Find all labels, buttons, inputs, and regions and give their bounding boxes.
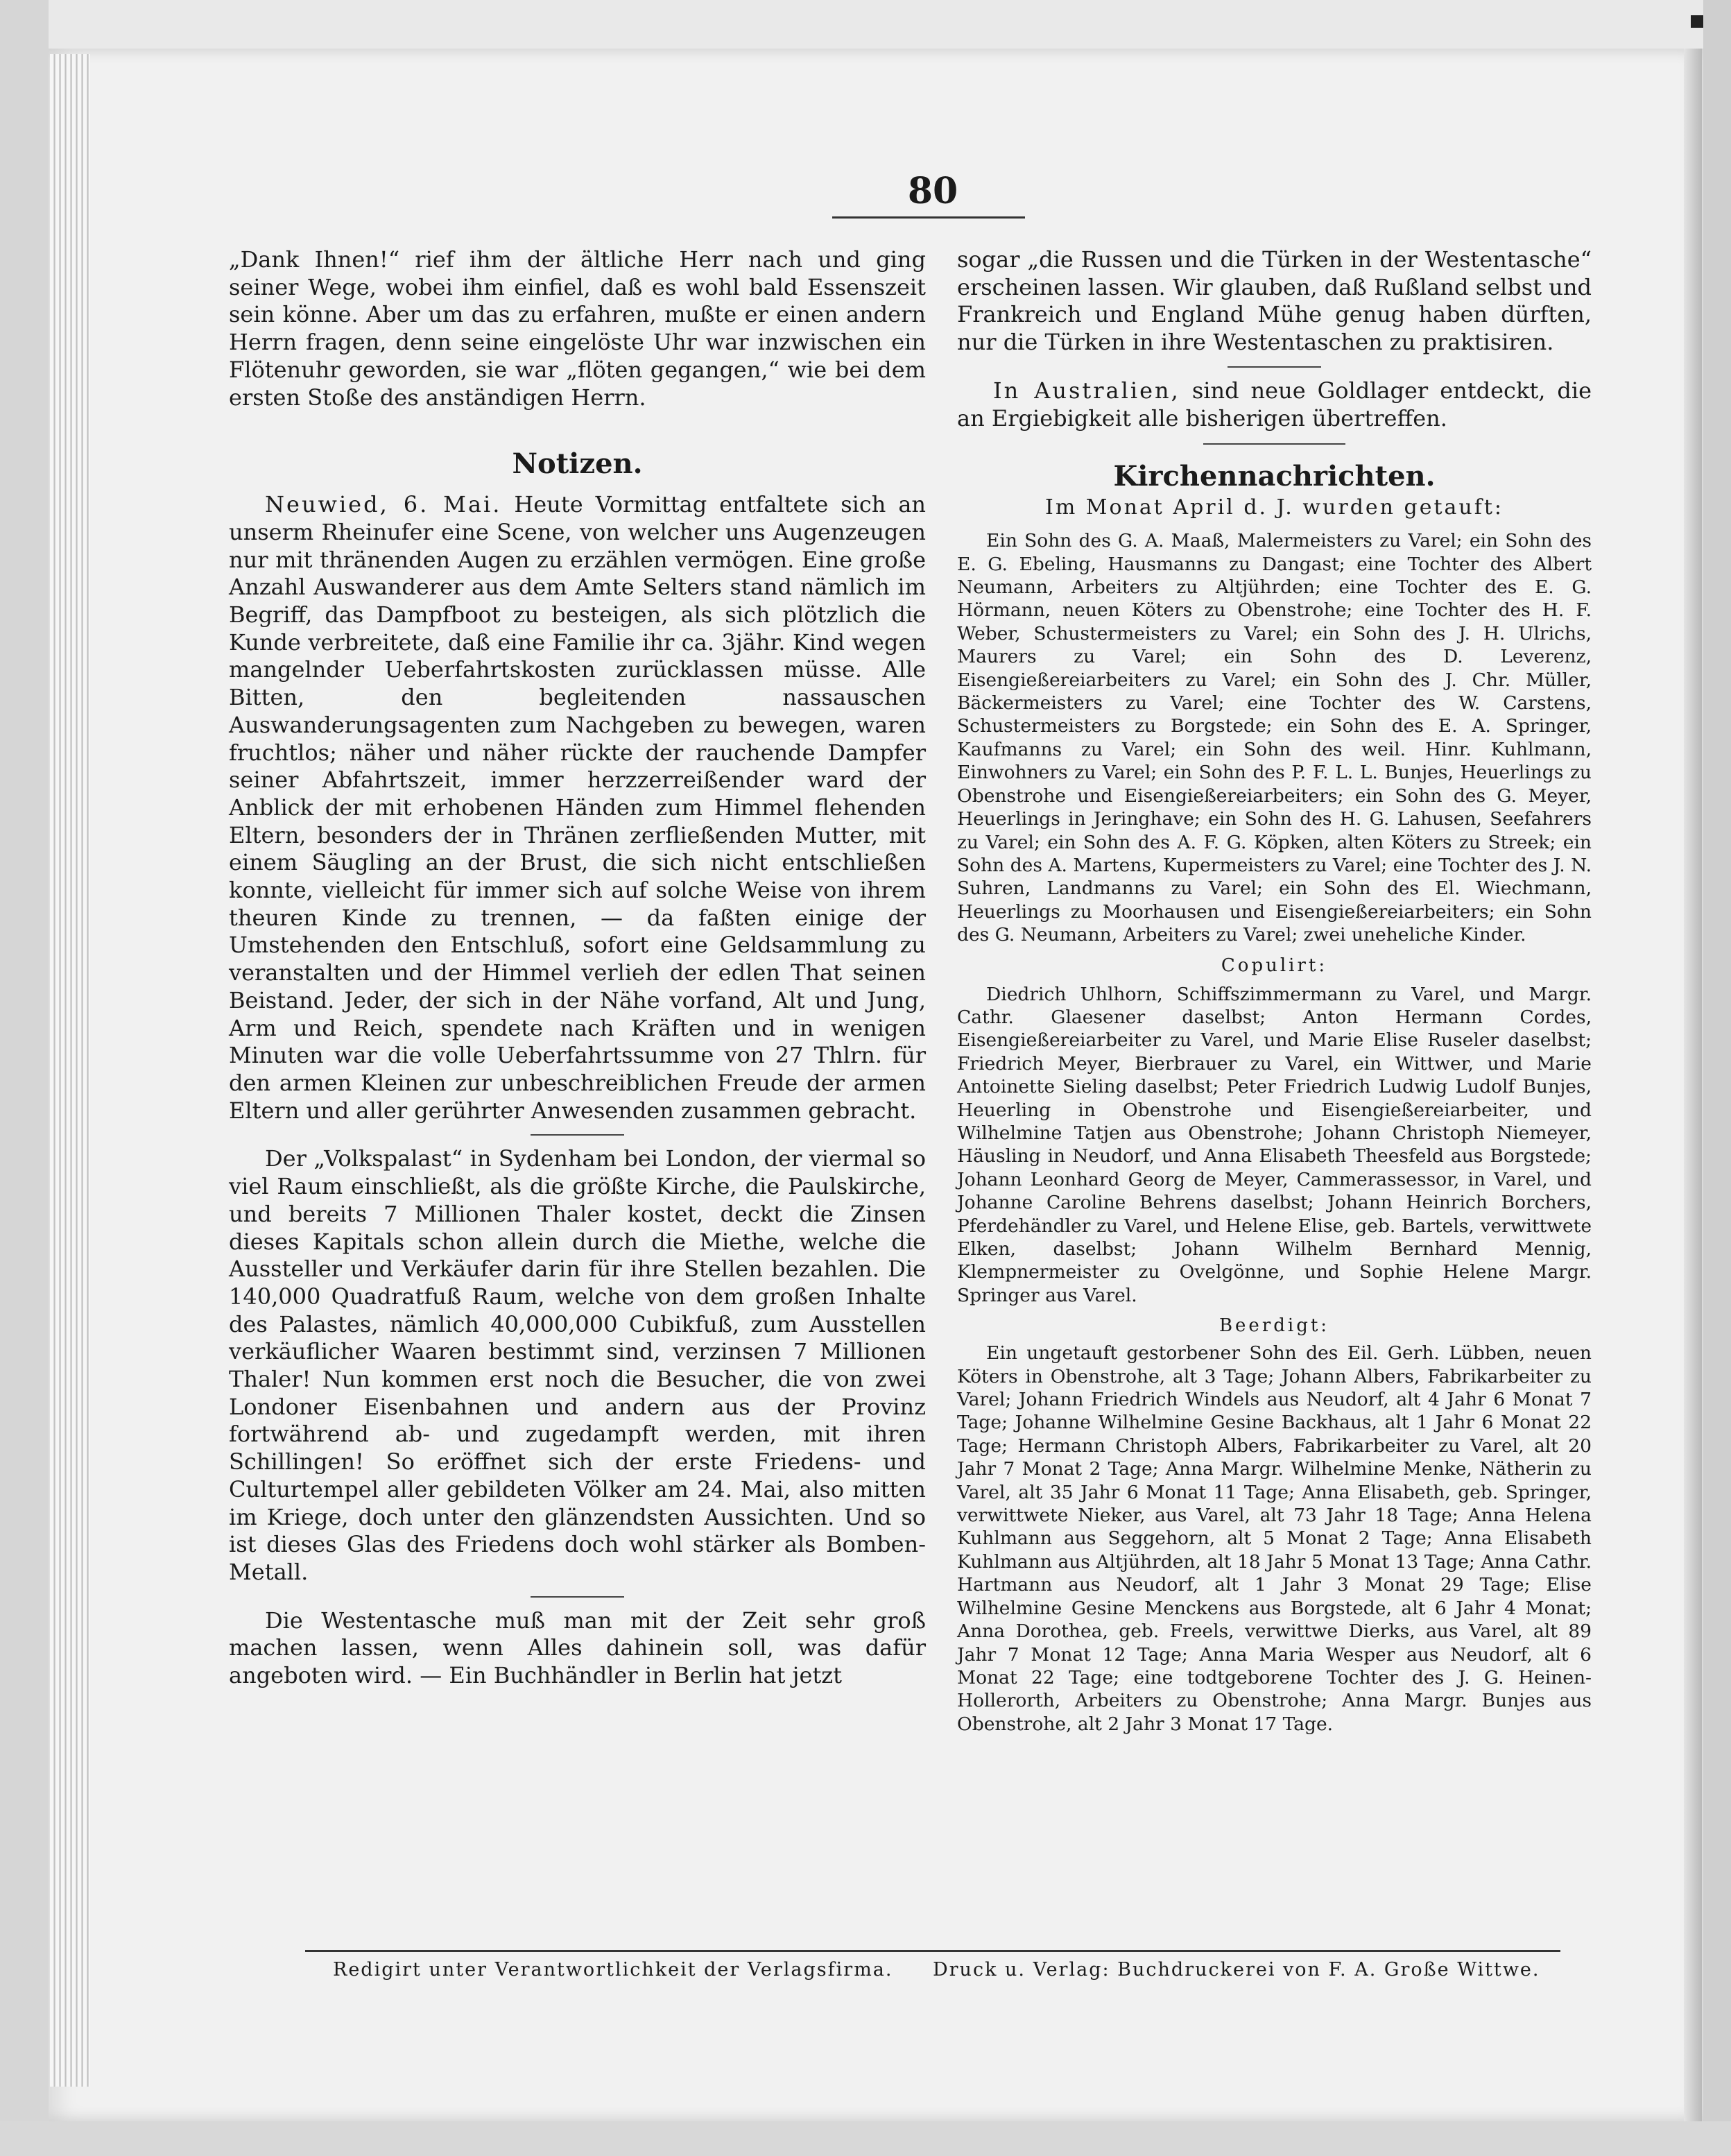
story-ending-paragraph: „Dank Ihnen!“ rief ihm der ältliche Herr nach und ging seiner Wege, wobei ihm einfiel, daß es wohl bald Essenszeit sein könne. Aber um das zu erfahren, mußte er einen andern Herrn fragen, denn seine eingelöste Uhr war inzwischen ein Flötenuhr geworden, sie war „flöten gegangen,“ wie bei dem ersten Stoße des anständigen Herrn. <box>229 246 926 411</box>
scan-background-left <box>0 0 49 2156</box>
neuwied-text: Heute Vormittag entfaltete sich an unserm Rheinufer eine Scene, von welcher uns Augenzeugen nur mit thränenden Augen zu erzählen vermögen. Eine große Anzahl Auswanderer aus dem Amte Selters stand nämlich im Begriff, das Dampfboot zu besteigen, als sich plötzlich die Kunde verbreitete, daß eine Familie ihr ca. 3jähr. Kind wegen mangelnder Ueberfahrtskosten zurücklassen müsse. Alle Bitten, den begleitenden nassauschen Auswanderungsagenten zum Nachgeben zu bewegen, waren fruchtlos; näher und näher rückte der rauchende Dampfer seiner Abfahrtszeit, immer herzzerreißender ward der Anblick der mit erhobenen Händen zum Himmel flehenden Eltern, besonders der in Thränen zerfließenden Mutter, mit einem Säugling an der Brust, die sich nicht entschließen konnte, vielleicht für immer sich auf solche Weise von ihrem theuren Kinde zu trennen, — da faßten einige der Umstehenden den Entschluß, sofort eine Geldsammlung zu veranstalten und der Himmel verlieh der edlen That seinen Beistand. Jeder, der sich in der Nähe vorfand, Alt und Jung, Arm und Reich, spendete nach Kräften und in wenigen Minuten war die volle Ueberfahrtssumme von 27 Thlrn. für den armen Kleinen zur unbeschreiblichen Freude der armen Eltern und aller gerührter Anwesenden zusammen gebracht. <box>229 491 927 1124</box>
page-number-rule <box>832 216 1025 219</box>
australien-notice <box>957 377 1592 432</box>
church-news-heading: Kirchennachrichten. <box>1113 460 1436 493</box>
page-number: 80 <box>907 170 958 212</box>
baptized-intro: Im Monat April d. J. wurden getauft: <box>1044 495 1504 520</box>
page-edge-stack <box>50 54 90 2087</box>
left-column <box>229 246 926 1690</box>
footer-editor-note: Redigirt unter Verantwortlichkeit der Verlagsfirma. <box>333 1959 893 1980</box>
footer-rule <box>305 1950 1560 1952</box>
baptized-list: Ein Sohn des G. A. Maaß, Malermeisters zu Varel; ein Sohn des E. G. Ebeling, Hausmanns zu Dangast; eine Tochter des Albert Neumann, Arbeiters zu Altjührden; eine Tochter des E. G. Hörmann, neuen Köters zu Obenstrohe; eine Tochter des H. F. Weber, Schustermeisters zu Varel; ein Sohn des J. H. Ulrichs, Maurers zu Varel; ein Sohn des D. Leverenz, Eisengießereiarbeiters zu Varel; ein Sohn des J. Chr. Müller, Bäckermeisters zu Varel; eine Tochter des W. Carstens, Schustermeisters zu Borgstede; ein Sohn des E. A. Springer, Kaufmanns zu Varel; ein Sohn des weil. Hinr. Kuhlmann, Einwohners zu Varel; ein Sohn des P. F. L. L. Bunjes, Heuerlings zu Obenstrohe und Eisengießereiarbeiters; ein Sohn des G. Meyer, Heuerlings in Jeringhave; ein Sohn des H. G. Lahusen, Seefahrers zu Varel; ein Sohn des A. F. G. Köpken, alten Köters zu Streek; ein Sohn des A. Martens, Kupermeisters zu Varel; eine Tochter des J. N. Suhren, Landmanns zu Varel; ein Sohn des El. Wiechmann, Heuerlings zu Moorhausen und Eisengießereiarbeiters; ein Sohn des G. Neumann, Arbeiters zu Varel; zwei uneheliche Kinder. <box>957 530 1592 946</box>
scan-corner-marker <box>1691 15 1703 28</box>
footer-printer-note: Druck u. Verlag: Buchdruckerei von F. A. Große Wittwe. <box>933 1959 1540 1980</box>
page-gutter-shadow <box>1684 49 1702 2121</box>
scan-background-bottom <box>0 2121 1731 2156</box>
married-heading: Copulirt: <box>1221 955 1328 976</box>
buried-list: Ein ungetauft gestorbener Sohn des Eil. Gerh. Lübben, neuen Köters in Obenstrohe, alt 3 Tage; Johann Albers, Fabrikarbeiter zu Varel; Johann Friedrich Windels aus Neudorf, alt 4 Jahr 6 Monat 7 Tage; Johanne Wilhelmine Gesine Backhaus, alt 1 Jahr 6 Monat 22 Tage; Hermann Christoph Albers, Fabrikarbeiter zu Varel, alt 20 Jahr 7 Monat 2 Tage; Anna Margr. Wilhelmine Menke, Nätherin zu Varel, alt 35 Jahr 6 Monat 11 Tage; Anna Elisabeth, geb. Springer, verwittwete Nieker, aus Varel, alt 73 Jahr 18 Tage; Anna Helena Kuhlmann aus Seggehorn, alt 5 Monat 2 Tage; Anna Elisabeth Kuhlmann aus Altjührden, alt 18 Jahr 5 Monat 13 Tage; Anna Cathr. Hartmann aus Neudorf, alt 1 Jahr 3 Monat 29 Tage; Elise Wilhelmine Gesine Menckens aus Borgstede, alt 6 Jahr 4 Monat; Anna Dorothea, geb. Freels, verwittwe Dierks, aus Varel, alt 89 Jahr 7 Monat 12 Tage; Anna Maria Wesper aus Neudorf, alt 6 Monat 22 Tage; eine todtgeborene Tochter des J. G. Heinen-Hollerorth, Arbeiters zu Obenstrohe; Anna Margr. Bunjes aus Obenstrohe, alt 2 Jahr 3 Monat 17 Tage. <box>957 1342 1592 1735</box>
scan-background-right <box>1703 0 1731 2156</box>
right-column <box>957 246 1592 1736</box>
neuwied-notice <box>229 491 926 1124</box>
buried-heading: Beerdigt: <box>1218 1315 1330 1337</box>
australien-place: In Australien, <box>993 377 1180 404</box>
neuwied-place: Neuwied, 6. Mai. <box>265 491 502 518</box>
westentasche-continuation: sogar „die Russen und die Türken in der Westentasche“ erscheinen lassen. Wir glauben, daß Rußland selbst und Frankreich und England Mühe genug haben dürften, nur die Türken in ihre Westentaschen zu praktisiren. <box>957 246 1592 356</box>
australien-text: sind neue Goldlager entdeckt, die an Ergiebigkeit alle bisherigen übertreffen. <box>957 377 1592 431</box>
westentasche-notice: Die Westentasche muß man mit der Zeit sehr groß machen lassen, wenn Alles dahinein soll, was dafür angeboten wird. — Ein Buchhändler in Berlin hat jetzt <box>229 1607 926 1689</box>
notizen-heading: Notizen. <box>512 447 643 481</box>
volkspalast-notice: Der „Volkspalast“ in Sydenham bei London, der viermal so viel Raum einschließt, als die größte Kirche, die Paulskirche, und bereits 7 Millionen Thaler kostet, deckt die Zinsen dieses Kapitals schon allein durch die Miethe, welche die Aussteller und Verkäufer darin für ihre Stellen bezahlen. Die 140,000 Quadratfuß Raum, welche von dem großen Inhalte des Palastes, nämlich 40,000,000 Cubikfuß, zum Ausstellen verkäuflicher Waaren bestimmt sind, verzinsen 7 Millionen Thaler! Nun kommen erst noch die Besucher, die von zwei Londoner Eisenbahnen und andern aus der Provinz fortwährend ab- und zugedampft werden, mit ihren Schillingen! So eröffnet sich der erste Friedens- und Culturtempel aller gebildeten Völker am 24. Mai, also mitten im Kriege, doch unter den glänzendsten Aussichten. Und so ist dieses Glas des Friedens doch wohl stärker als Bomben-Metall. <box>229 1145 926 1585</box>
married-list: Diedrich Uhlhorn, Schiffszimmermann zu Varel, und Margr. Cathr. Glaesener daselbst; Anton Hermann Cordes, Eisengießereiarbeiter zu Varel, und Marie Elise Ruseler daselbst; Friedrich Meyer, Bierbrauer zu Varel, ein Wittwer, und Marie Antoinette Sieling daselbst; Peter Friedrich Ludwig Ludolf Bunjes, Heuerling in Obenstrohe und Eisengießereiarbeiter, und Wilhelmine Tatjen aus Obenstrohe; Johann Christoph Niemeyer, Häusling in Neudorf, und Anna Elisabeth Theesfeld aus Borgstede; Johann Leonhard Georg de Meyer, Cammerassessor, in Varel, und Johanne Caroline Behrens daselbst; Johann Heinrich Borchers, Pferdehändler zu Varel, und Helene Elise, geb. Bartels, verwittwete Elken, daselbst; Johann Wilhelm Bernhard Mennig, Klempnermeister zu Ovelgönne, und Sophie Helene Margr. Springer aus Varel. <box>957 983 1592 1306</box>
